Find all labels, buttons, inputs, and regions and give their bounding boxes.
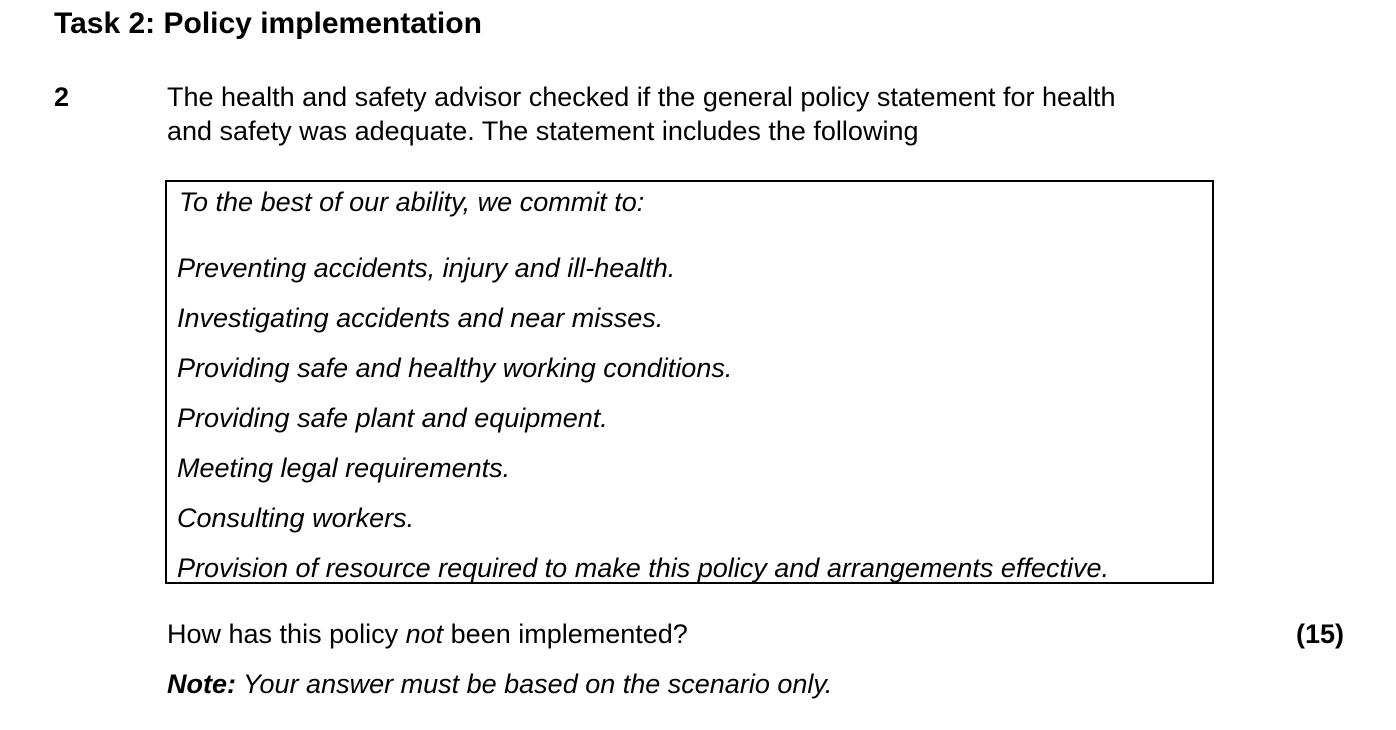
policy-statement-box (165, 180, 1214, 584)
question-note (167, 667, 832, 701)
policy-statement-item: Meeting legal requirements. (177, 453, 511, 483)
note-label: Note: (167, 669, 236, 699)
policy-statement-item: Consulting workers. (177, 503, 415, 533)
question-intro-line: and safety was adequate. The statement includes the following (167, 116, 919, 146)
question-prompt-after: been implemented? (443, 619, 688, 649)
policy-statement-list (177, 251, 1109, 601)
policy-statement-item: Provision of resource required to make this policy and arrangements effective. (177, 553, 1109, 583)
question-prompt-before: How has this policy (167, 619, 406, 649)
policy-statement-item: Providing safe and healthy working conditions. (177, 353, 733, 383)
policy-statement-item: Investigating accidents and near misses. (177, 303, 664, 333)
policy-statement-item: Providing safe plant and equipment. (177, 403, 608, 433)
question-intro-line: The health and safety advisor checked if the general policy statement for health (167, 82, 1116, 112)
question-marks: (15) (1296, 619, 1345, 649)
question-intro (167, 80, 1247, 148)
policy-statement-item: Preventing accidents, injury and ill-health. (177, 253, 676, 283)
task-title: Task 2: Policy implementation (54, 7, 482, 40)
policy-statement-lead: To the best of our ability, we commit to: (179, 187, 645, 217)
question-prompt-emphasis: not (405, 619, 444, 649)
note-text: Your answer must be based on the scenario only. (236, 669, 833, 699)
question-number: 2 (54, 82, 70, 112)
question-prompt (167, 617, 688, 651)
